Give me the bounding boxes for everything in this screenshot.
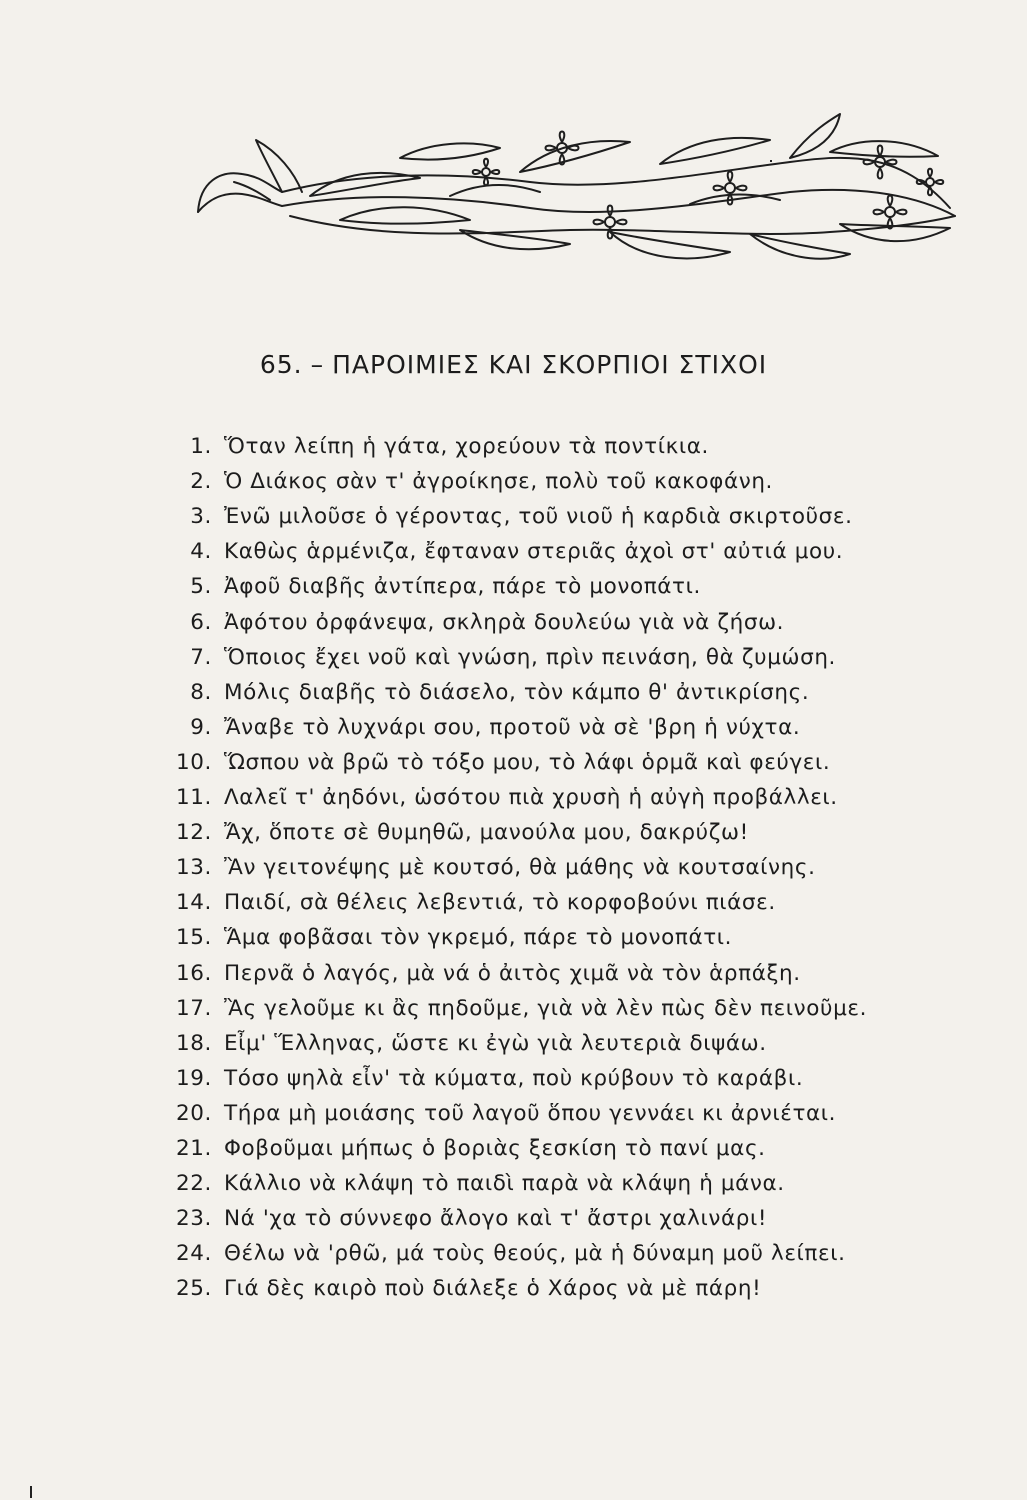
proverb-line — [0, 992, 1027, 1026]
proverb-text: Ὅποιος ἔχει νοῦ καὶ γνώση, πρὶν πεινάση, θὰ ζυμώση. — [224, 644, 836, 670]
proverb-number: 5. — [190, 574, 212, 600]
title-dash: – — [310, 350, 325, 379]
proverb-text: Εἶμ' Ἕλληνας, ὥστε κι ἐγὼ γιὰ λευτεριὰ διψάω. — [224, 1030, 767, 1056]
proverb-number: 3. — [190, 504, 212, 530]
proverb-text: Ἂς γελοῦμε κι ἂς πηδοῦμε, γιὰ νὰ λὲν πὼς δὲν πεινοῦμε. — [224, 995, 868, 1021]
proverb-line — [0, 500, 1027, 534]
proverb-line — [0, 746, 1027, 780]
proverb-text: Ἅμα φοβᾶσαι τὸν γκρεμό, πάρε τὸ μονοπάτι. — [224, 925, 733, 951]
proverb-number: 24. — [176, 1241, 212, 1267]
floral-vine-icon — [190, 112, 960, 272]
proverb-number: 13. — [176, 855, 212, 881]
proverb-line — [0, 1272, 1027, 1306]
proverb-number: 8. — [190, 679, 212, 705]
proverb-line — [0, 816, 1027, 850]
proverb-number: 6. — [190, 609, 212, 635]
proverb-line — [0, 921, 1027, 955]
proverb-number: 19. — [176, 1065, 212, 1091]
proverb-number: 18. — [176, 1030, 212, 1056]
proverb-line — [0, 570, 1027, 604]
proverb-text: Περνᾶ ὁ λαγός, μὰ νά ὁ ἀιτὸς χιμᾶ νὰ τὸν ἁρπάξη. — [224, 960, 801, 986]
proverb-number: 20. — [176, 1100, 212, 1126]
proverb-number: 25. — [176, 1276, 212, 1302]
proverb-text: Μόλις διαβῆς τὸ διάσελο, τὸν κάμπο θ' ἀντικρίσης. — [224, 679, 810, 705]
proverb-text: Φοβοῦμαι μήπως ὁ βοριὰς ξεσκίση τὸ πανί μας. — [224, 1136, 766, 1161]
proverb-line — [0, 711, 1027, 745]
proverb-text: Ἀφοῦ διαβῆς ἀντίπερα, πάρε τὸ μονοπάτι. — [224, 574, 701, 600]
proverb-text: Νά 'χα τὸ σύννεφο ἄλογο καὶ τ' ἄστρι χαλινάρι! — [224, 1206, 768, 1232]
scan-speck — [30, 1486, 32, 1498]
proverb-number: 16. — [176, 960, 212, 986]
proverb-number: 21. — [176, 1136, 212, 1161]
proverb-text: Τόσο ψηλὰ εἶν' τὰ κύματα, ποὺ κρύβουν τὸ καράβι. — [224, 1065, 804, 1091]
proverb-line — [0, 430, 1027, 464]
proverb-text: Θέλω νὰ 'ρθῶ, μά τοὺς θεούς, μὰ ἡ δύναμη μοῦ λείπει. — [224, 1241, 846, 1267]
proverb-text: Ὥσπου νὰ βρῶ τὸ τόξο μου, τὸ λάφι ὁρμᾶ καὶ φεύγει. — [224, 749, 831, 775]
proverb-line — [0, 1062, 1027, 1096]
proverb-line — [0, 606, 1027, 640]
proverb-text: Λαλεῖ τ' ἀηδόνι, ὡσότου πιὰ χρυσὴ ἡ αὐγὴ προβάλλει. — [224, 785, 838, 810]
proverb-line — [0, 1202, 1027, 1236]
proverb-number: 17. — [176, 995, 212, 1021]
proverb-number: 9. — [190, 714, 212, 740]
proverb-line — [0, 1027, 1027, 1061]
proverb-line — [0, 1097, 1027, 1131]
proverb-number: 2. — [190, 469, 212, 495]
proverb-line — [0, 851, 1027, 885]
proverb-number: 11. — [176, 785, 212, 810]
page-title — [0, 350, 1027, 379]
proverb-text: Τήρα μὴ μοιάσης τοῦ λαγοῦ ὅπου γεννάει κι ἀρνιέται. — [224, 1100, 837, 1126]
proverb-text: Ἀφότου ὀρφάνεψα, σκληρὰ δουλεύω γιὰ νὰ ζήσω. — [224, 609, 785, 635]
proverb-number: 22. — [176, 1171, 212, 1197]
proverb-line — [0, 1167, 1027, 1201]
proverb-line — [0, 957, 1027, 991]
proverb-line — [0, 781, 1027, 815]
proverb-text: Ἐνῶ μιλοῦσε ὁ γέροντας, τοῦ νιοῦ ἡ καρδιὰ σκιρτοῦσε. — [224, 504, 853, 530]
proverb-text: Παιδί, σὰ θέλεις λεβεντιά, τὸ κορφοβούνι πιάσε. — [224, 890, 776, 916]
proverb-line — [0, 535, 1027, 569]
proverb-text: Ἄχ, ὅποτε σὲ θυμηθῶ, μανούλα μου, δακρύζω! — [224, 820, 749, 846]
proverb-line — [0, 1237, 1027, 1271]
proverb-text: Καθὼς ἁρμένιζα, ἔφταναν στεριᾶς ἀχοὶ στ' αὐτιά μου. — [224, 539, 844, 565]
proverb-number: 12. — [176, 820, 212, 846]
proverb-line — [0, 465, 1027, 499]
proverb-text: Γιά δὲς καιρὸ ποὺ διάλεξε ὁ Χάρος νὰ μὲ πάρη! — [224, 1276, 762, 1302]
proverb-number: 4. — [190, 539, 212, 565]
proverb-text: Ἄναβε τὸ λυχνάρι σου, προτοῦ νὰ σὲ 'βρη ἡ νύχτα. — [224, 714, 801, 740]
section-title: ΠΑΡΟΙΜΙΕΣ ΚΑΙ ΣΚΟΡΠΙΟΙ ΣΤΙΧΟΙ — [332, 350, 768, 379]
proverb-line — [0, 1132, 1027, 1166]
proverb-number: 1. — [190, 434, 212, 459]
proverb-number: 14. — [176, 890, 212, 916]
proverb-line — [0, 886, 1027, 920]
proverb-text: Κάλλιο νὰ κλάψη τὸ παιδὶ παρὰ νὰ κλάψη ἡ μάνα. — [224, 1171, 785, 1197]
proverb-number: 23. — [176, 1206, 212, 1232]
proverb-text: Ὁ Διάκος σὰν τ' ἀγροίκησε, πολὺ τοῦ κακοφάνη. — [224, 469, 773, 495]
section-number: 65. — [259, 350, 303, 379]
proverb-line — [0, 641, 1027, 675]
proverb-number: 15. — [176, 925, 212, 951]
scan-speck — [770, 160, 772, 162]
proverb-text: Ἂν γειτονέψης μὲ κουτσό, θὰ μάθης νὰ κουτσαίνης. — [224, 855, 816, 881]
proverb-number: 10. — [176, 749, 212, 775]
proverb-text: Ὅταν λείπη ἡ γάτα, χορεύουν τὰ ποντίκια. — [224, 434, 709, 459]
proverb-line — [0, 676, 1027, 710]
proverb-number: 7. — [190, 644, 212, 670]
